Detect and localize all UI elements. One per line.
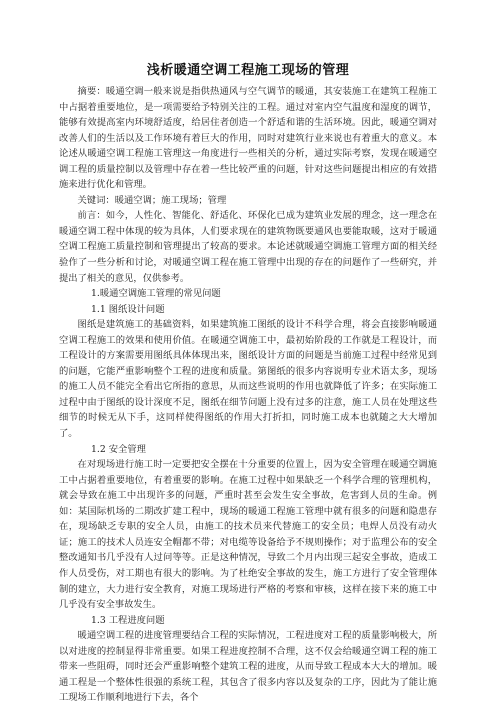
page-title: 浅析暖通空调工程施工现场的管理 (146, 63, 350, 78)
keywords-line: 关键词：暖通空调；施工现场；管理 (77, 194, 227, 206)
subsection-heading: 1.3 工程进度问题 (91, 614, 165, 626)
abstract-paragraph: 摘要：暖通空调一般来说是指供热通风与空气调节的暖通，其安装施工在建筑工程施工中占据着重要地位，是一项需要给予特别关注的工程。通过对室内空气温度和湿度的调节，能够有效提高室内环境舒适度，给居住者创造一个舒适和谐的生活环境。因此，暖通空调对改善人们的生活以及工作环境有着巨大的作用，同时对建筑行业来说也有着重大的意义。本论述从暖通空调工程施工管理这一角度进行一些相关的分析，通过实际考察，发现在暖通空调工程的质量控制以及管理中存在着一些比较严重的问题，针对这些问题提出相应的有效措施来进行优化和管理。 (59, 86, 437, 191)
article-body (59, 84, 437, 706)
subsection-heading: 1.2 安全管理 (91, 443, 146, 455)
paragraph: 图纸是建筑施工的基础资料，如果建筑施工图纸的设计不科学合理，将会直接影响暖通空调工程施工的效果和使用价值。在暖通空调施工中，最初始阶段的工作就是工程设计，而工程设计的方案需要用图纸具体体现出来，图纸设计方面的问题是当前施工过程中经常见到的问题，它能严重影响整个工程的进度和质量。第图纸的很多内容说明专业术语太多，现场的施工人员不能完全看出它所指的意思，从而这些说明的作用也就降低了许多；在实际施工过程中由于图纸的设计深度不足，图纸在细节问题上没有过多的注意，施工人员在处理这些细节的时候无从下手，这同样使得图纸的作用大打折扣，同时施工成本也就随之大大增加了。 (59, 319, 437, 440)
section-heading: 1.暖通空调施工管理的常见问题 (91, 288, 221, 300)
paragraph: 暖通空调工程的进度管理要结合工程的实际情况，工程进度对工程的质量影响极大，所以对进度的控制显得非常重要。如果工程进度控制不合理，这不仅会给暖通空调工程的施工带来一些阻碍，同时还会严重影响整个建筑工程的进度，从而导致工程成本大大的增加。暖通工程是一个整体性很强的系统工程，其包含了很多内容以及复杂的工序，因此为了能让施工现场工作顺利地进行下去，各个 (59, 630, 437, 704)
intro-paragraph: 前言：如今，人性化、智能化、舒适化、环保化已成为建筑业发展的理念，这一理念在暖通空调工程中体现的较为具体，人们要求现在的建筑物既要通风也要能取暖，这对于暖通空调工程施工质量控制和管理提出了较高的要求。本论述就暖通空调施工管理方面的相关经验作了一些分析和讨论，对暖通空调工程在施工管理中出现的存在的问题作了一些研究，并提出了相关的意见，仅供参考。 (59, 210, 437, 284)
subsection-heading: 1.1 图纸设计问题 (91, 303, 165, 315)
paragraph: 在对现场进行施工时一定要把安全摆在十分重要的位置上，因为安全管理在暖通空调施工中占据着重要地位，有着重要的影响。在施工过程中如果缺乏一个科学合理的管理机构，就会导致在施工中出现许多的问题，严重时甚至会发生安全事故，危害到人员的生命。例如：某国际机场的二期改扩建工程中，现场的暖通工程施工管理中就有很多的问题和隐患存在，现场缺乏专职的安全人员，由施工的技术员来代替施工的安全员；电焊人员没有动火证；施工的技术人员连安全帽都不带；对电缆等设备给予不规则操作；对于监理公布的安全整改通知书几乎没有人过问等等。正是这种情况，导致二个月内出现三起安全事故，造成工作人员受伤，对工期也有很大的影响。为了杜绝安全事故的发生，施工方进行了安全管理体制的建立，大力进行安全教育，对施工现场进行严格的考察和审核，这样在接下来的施工中几乎没有安全事故发生。 (59, 459, 437, 611)
